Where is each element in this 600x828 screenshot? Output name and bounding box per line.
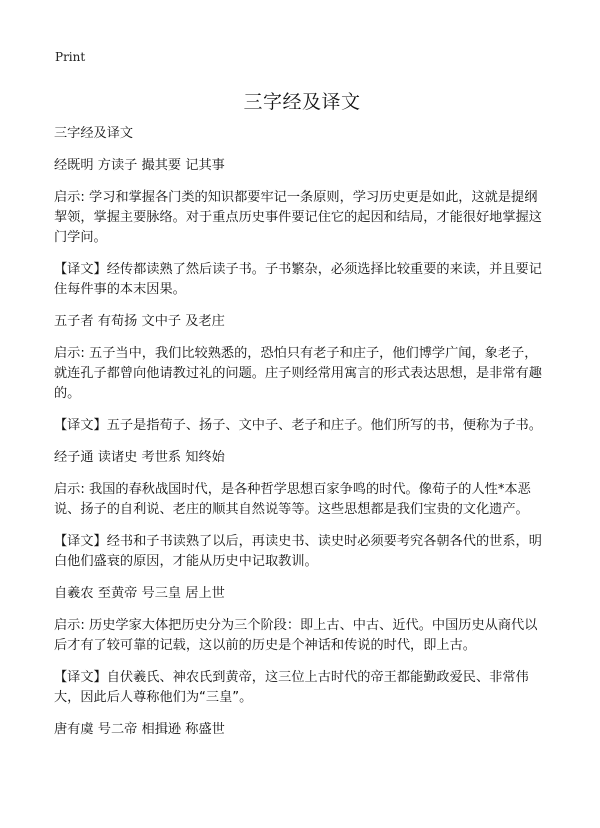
paragraph: 【译文】自伏羲氏、神农氏到黄帝，这三位上古时代的帝王都能勤政爱民、非常伟大，因此后人尊称他们为“三皇”。 [54,670,529,705]
paragraph: 自羲农 至黄帝 号三皇 居上世 [54,586,225,601]
paragraph: 启示: 学习和掌握各门类的知识都要牢记一条原则，学习历史更是如此，这就是提纲挈领，掌握主要脉络。对于重点历史事件要记住它的起因和结局，才能很好地掌握这门学问。 [54,190,542,245]
paragraph: 【译文】经传都读熟了然后读子书。子书繁杂，必须选择比较重要的来读，并且要记住每件事的本末因果。 [54,262,542,297]
paragraph: 【译文】经书和子书读熟了以后，再读史书、读史时必须要考究各朝各代的世系，明白他们盛衰的原因，才能从历史中记取教训。 [54,534,542,569]
paragraph: 启示: 五子当中，我们比较熟悉的，恐怕只有老子和庄子，他们博学广闻，象老子，就连孔子都曾向他请教过礼的问题。庄子则经常用寓言的形式表达思想，是非常有趣的。 [54,346,542,401]
paragraph: 启示: 我国的春秋战国时代，是各种哲学思想百家争鸣的时代。像荀子的人性*本恶说、扬子的自利说、老庄的顺其自然说等等。这些思想都是我们宝贵的文化遗产。 [54,482,531,517]
paragraph: 经既明 方读子 撮其要 记其事 [54,158,225,173]
paragraph: 经子通 读诸史 考世系 知终始 [54,450,225,465]
paragraph: 启示: 历史学家大体把历史分为三个阶段：即上古、中古、近代。中国历史从商代以后才有了较可靠的记载，这以前的历史是个神话和传说的时代，即上古。 [54,618,538,653]
paragraph: 五子者 有荀扬 文中子 及老庄 [54,314,225,329]
article-body [54,124,550,740]
page-title: 三字经及译文 [243,91,361,113]
paragraph: 【译文】五子是指荀子、扬子、文中子、老子和庄子。他们所写的书，便称为子书。 [54,418,542,433]
print-link[interactable]: Print [55,50,86,64]
paragraph: 唐有虞 号二帝 相揖逊 称盛世 [54,722,225,737]
paragraph: 三字经及译文 [54,126,134,141]
